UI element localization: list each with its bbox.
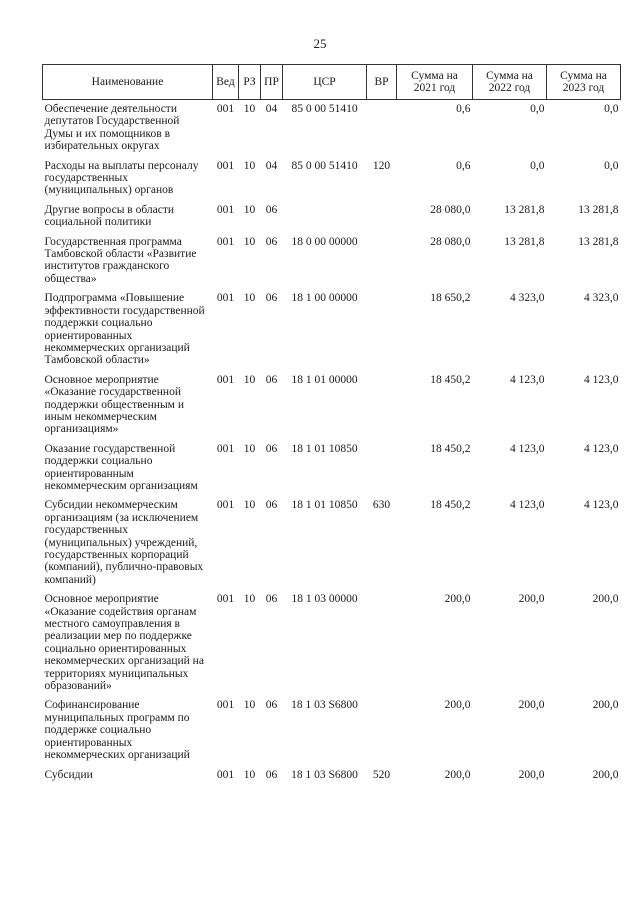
header-sum-2022: Сумма на 2022 год <box>473 65 547 100</box>
cell-rz: 10 <box>243 235 256 248</box>
cell-vr: 520 <box>372 768 391 781</box>
cell-sum-2023: 200,0 <box>592 593 619 606</box>
cell-ved: 001 <box>216 159 235 172</box>
cell-vr <box>367 371 397 440</box>
header-vr: ВР <box>367 65 397 100</box>
cell-pr: 06 <box>265 373 278 386</box>
cell-sum-2022: 4 123,0 <box>510 499 545 512</box>
table-row <box>43 201 621 233</box>
cell-rz: 10 <box>243 499 256 512</box>
cell-rz: 10 <box>243 699 256 712</box>
cell-sum-2023: 200,0 <box>592 699 619 712</box>
cell-sum-2021: 200,0 <box>444 768 471 781</box>
cell-pr: 06 <box>265 235 278 248</box>
cell-vr <box>367 233 397 290</box>
cell-sum-2022: 13 281,8 <box>504 203 545 216</box>
cell-csr: 18 1 01 10850 <box>291 442 358 455</box>
cell-rz: 10 <box>243 103 256 115</box>
cell-sum-2021: 18 450,2 <box>430 373 471 386</box>
cell-vr: 120 <box>372 159 391 172</box>
cell-vr <box>367 100 397 157</box>
cell-pr: 06 <box>265 593 278 606</box>
cell-sum-2022: 200,0 <box>518 699 545 712</box>
cell-pr: 06 <box>265 699 278 712</box>
cell-rz: 10 <box>243 159 256 172</box>
cell-ved: 001 <box>216 442 235 455</box>
table-row <box>43 766 621 785</box>
cell-sum-2023: 4 123,0 <box>584 499 619 512</box>
cell-csr <box>283 201 367 233</box>
table-row <box>43 496 621 590</box>
cell-vr <box>367 590 397 696</box>
cell-name: Основное мероприятие «Оказание государственной поддержки общественным и иным некоммерческим организациям» <box>44 373 184 436</box>
header-csr: ЦСР <box>283 65 367 100</box>
cell-sum-2022: 200,0 <box>518 768 545 781</box>
cell-rz: 10 <box>243 442 256 455</box>
cell-sum-2023: 200,0 <box>592 768 619 781</box>
budget-table-container <box>42 64 620 785</box>
header-rz: РЗ <box>239 65 261 100</box>
cell-name: Субсидии <box>44 768 93 781</box>
budget-table <box>42 64 621 785</box>
table-row <box>43 289 621 370</box>
cell-csr: 18 1 01 10850 <box>291 499 358 512</box>
header-name: Наименование <box>43 65 213 100</box>
cell-sum-2021: 0,6 <box>456 159 471 172</box>
table-row <box>43 696 621 765</box>
cell-ved: 001 <box>216 103 235 115</box>
table-body <box>43 100 621 785</box>
cell-name: Другие вопросы в области социальной политики <box>44 203 175 229</box>
cell-ved: 001 <box>216 499 235 512</box>
cell-pr: 06 <box>265 499 278 512</box>
header-sum-2021: Сумма на 2021 год <box>397 65 473 100</box>
table-row <box>43 233 621 290</box>
cell-csr: 18 1 03 00000 <box>291 593 358 606</box>
cell-ved: 001 <box>216 292 235 305</box>
cell-sum-2021: 18 450,2 <box>430 499 471 512</box>
cell-name: Софинансирование муниципальных программ по поддержке социально ориентированных некоммерческих организаций <box>44 699 190 762</box>
cell-sum-2022: 4 323,0 <box>510 292 545 305</box>
cell-csr: 18 1 00 00000 <box>291 292 358 305</box>
cell-csr: 18 1 03 S6800 <box>291 699 358 712</box>
cell-pr: 04 <box>265 159 278 172</box>
header-ved: Вед <box>213 65 239 100</box>
cell-pr: 06 <box>265 203 278 216</box>
cell-sum-2021: 28 080,0 <box>430 203 471 216</box>
table-row <box>43 100 621 157</box>
table-row <box>43 157 621 201</box>
cell-name: Субсидии некоммерческим организациям (за исключением государственных (муниципальных) учреждений, государственных корпораций (компаний), публично-правовых компаний) <box>44 499 204 586</box>
cell-sum-2023: 0,0 <box>604 103 619 115</box>
cell-csr: 18 0 00 00000 <box>291 235 358 248</box>
cell-rz: 10 <box>243 768 256 781</box>
cell-sum-2023: 13 281,8 <box>578 235 619 248</box>
cell-sum-2021: 0,6 <box>456 103 471 115</box>
cell-ved: 001 <box>216 768 235 781</box>
cell-name: Обеспечение деятельности депутатов Государственной Думы и их помощников в избирательных округах <box>44 103 180 153</box>
cell-sum-2021: 28 080,0 <box>430 235 471 248</box>
cell-rz: 10 <box>243 292 256 305</box>
header-row <box>43 65 621 100</box>
cell-sum-2022: 4 123,0 <box>510 442 545 455</box>
cell-vr <box>367 289 397 370</box>
cell-vr <box>367 201 397 233</box>
cell-vr <box>367 696 397 765</box>
cell-name: Расходы на выплаты персоналу государственных (муниципальных) органов <box>44 159 199 197</box>
cell-sum-2023: 4 123,0 <box>584 442 619 455</box>
cell-pr: 04 <box>265 103 278 115</box>
cell-sum-2021: 18 650,2 <box>430 292 471 305</box>
cell-vr <box>367 440 397 497</box>
cell-rz: 10 <box>243 373 256 386</box>
cell-sum-2022: 4 123,0 <box>510 373 545 386</box>
cell-ved: 001 <box>216 699 235 712</box>
cell-csr: 85 0 00 51410 <box>291 103 358 115</box>
cell-sum-2023: 4 123,0 <box>584 373 619 386</box>
cell-ved: 001 <box>216 235 235 248</box>
cell-name: Основное мероприятие «Оказание содействия органам местного самоуправления в реализации мер по поддержке социально ориентированных некоммерческих организаций на территориях муниципальных образований» <box>44 593 204 693</box>
page-number: 25 <box>313 36 327 51</box>
cell-name: Оказание государственной поддержки социально ориентированным некоммерческим организациям <box>44 442 198 492</box>
cell-sum-2022: 200,0 <box>518 593 545 606</box>
cell-sum-2021: 200,0 <box>444 699 471 712</box>
header-sum-2023: Сумма на 2023 год <box>547 65 621 100</box>
table-row <box>43 590 621 696</box>
cell-rz: 10 <box>243 203 256 216</box>
cell-csr: 18 1 03 S6800 <box>291 768 358 781</box>
cell-sum-2023: 13 281,8 <box>578 203 619 216</box>
cell-csr: 85 0 00 51410 <box>291 159 358 172</box>
cell-sum-2021: 18 450,2 <box>430 442 471 455</box>
cell-pr: 06 <box>265 292 278 305</box>
cell-ved: 001 <box>216 373 235 386</box>
cell-sum-2023: 0,0 <box>604 159 619 172</box>
header-pr: ПР <box>261 65 283 100</box>
table-header <box>43 65 621 100</box>
cell-pr: 06 <box>265 768 278 781</box>
cell-sum-2023: 4 323,0 <box>584 292 619 305</box>
cell-ved: 001 <box>216 593 235 606</box>
cell-sum-2022: 0,0 <box>530 159 545 172</box>
cell-sum-2021: 200,0 <box>444 593 471 606</box>
cell-csr: 18 1 01 00000 <box>291 373 358 386</box>
cell-rz: 10 <box>243 593 256 606</box>
table-row <box>43 440 621 497</box>
cell-sum-2022: 13 281,8 <box>504 235 545 248</box>
cell-name: Государственная программа Тамбовской области «Развитие институтов гражданского общества» <box>44 235 197 285</box>
cell-vr: 630 <box>372 499 391 512</box>
cell-name: Подпрограмма «Повышение эффективности государственной поддержки социально ориентированных некоммерческих организаций Тамбовской области» <box>44 292 205 367</box>
cell-ved: 001 <box>216 203 235 216</box>
table-row <box>43 371 621 440</box>
cell-pr: 06 <box>265 442 278 455</box>
cell-sum-2022: 0,0 <box>530 103 545 115</box>
